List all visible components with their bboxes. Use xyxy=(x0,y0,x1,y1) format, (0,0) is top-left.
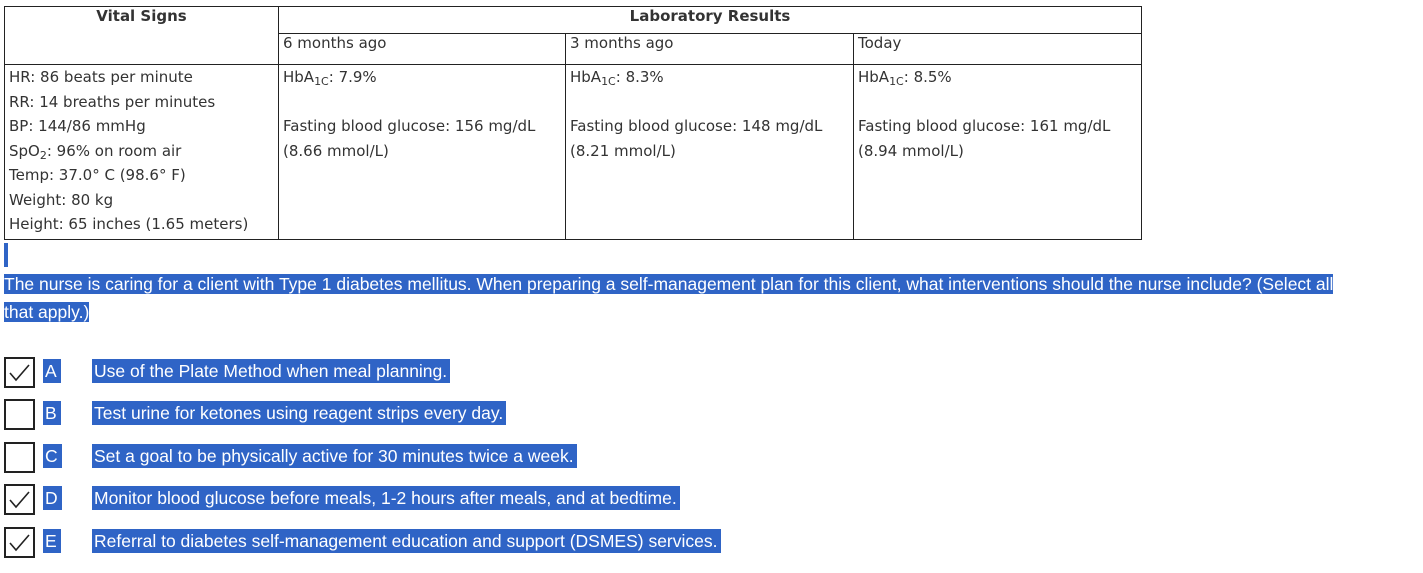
spo2-prefix: SpO xyxy=(9,141,40,160)
option-b-checkbox[interactable] xyxy=(4,399,35,430)
hba1c-value: : 7.9% xyxy=(328,68,377,86)
option-b[interactable] xyxy=(4,399,904,429)
vital-temp: Temp: 37.0° C (98.6° F) xyxy=(9,166,186,184)
checkmark-icon xyxy=(8,532,31,553)
option-e-checkbox[interactable] xyxy=(4,527,35,558)
option-b-letter: B xyxy=(43,401,61,425)
glucose-3-months: Fasting blood glucose: 148 mg/dL xyxy=(570,117,823,135)
question-text xyxy=(4,270,1418,326)
glucose-si-6-months: (8.66 mmol/L) xyxy=(283,141,389,160)
option-d-checkbox[interactable] xyxy=(4,484,35,515)
option-a[interactable] xyxy=(4,357,904,387)
option-d[interactable] xyxy=(4,484,904,514)
lab-results-header: Laboratory Results xyxy=(279,7,1142,34)
vital-spo2 xyxy=(9,139,274,164)
table-data-row xyxy=(5,65,1142,240)
option-b-text: Test urine for ketones using reagent strips every day. xyxy=(92,401,506,425)
hba1c-prefix: HbA xyxy=(570,68,602,86)
option-e-text: Referral to diabetes self-management education and support (DSMES) services. xyxy=(92,529,721,553)
hba1c-today xyxy=(858,65,1137,90)
hba1c-subscript: 1C xyxy=(889,75,904,88)
spacer xyxy=(283,90,561,115)
hba1c-prefix: HbA xyxy=(283,68,315,86)
question-line-1: The nurse is caring for a client with Type 1 diabetes mellitus. When preparing a self-management plan for this client, what interventions should the nurse include? (Select all xyxy=(4,274,1334,294)
selection-highlight-bar xyxy=(4,243,8,267)
time-header-today: Today xyxy=(854,34,1142,65)
spo2-subscript: 2 xyxy=(39,148,47,162)
option-a-letter: A xyxy=(43,359,61,383)
option-c-letter: C xyxy=(43,444,62,468)
lab-cell-today xyxy=(854,65,1142,240)
table-header-row xyxy=(5,7,1142,34)
time-header-6-months: 6 months ago xyxy=(279,34,566,65)
vital-rr: RR: 14 breaths per minutes xyxy=(9,92,216,111)
hba1c-prefix: HbA xyxy=(858,68,890,86)
spo2-value: : 96% on room air xyxy=(46,141,182,160)
option-c-checkbox[interactable] xyxy=(4,442,35,473)
time-header-3-months: 3 months ago xyxy=(566,34,854,65)
vital-hr: HR: 86 beats per minute xyxy=(9,68,193,86)
vital-signs-cell xyxy=(5,65,279,240)
checkmark-icon xyxy=(8,362,31,383)
option-d-letter: D xyxy=(43,486,62,510)
spacer xyxy=(570,90,849,115)
vital-signs-header: Vital Signs xyxy=(5,7,279,65)
option-a-checkbox[interactable] xyxy=(4,357,35,388)
vital-bp: BP: 144/86 mmHg xyxy=(9,117,146,135)
option-e-letter: E xyxy=(43,529,61,553)
option-c-text: Set a goal to be physically active for 30 minutes twice a week. xyxy=(92,444,577,468)
question-line-2: that apply.) xyxy=(4,302,90,322)
option-e[interactable] xyxy=(4,527,904,557)
hba1c-subscript: 1C xyxy=(314,75,329,88)
glucose-si-3-months: (8.21 mmol/L) xyxy=(570,141,676,160)
spacer xyxy=(858,90,1137,115)
hba1c-value: : 8.5% xyxy=(903,68,952,86)
clinical-data-table xyxy=(4,6,1142,240)
glucose-6-months: Fasting blood glucose: 156 mg/dL xyxy=(283,117,536,135)
option-a-text: Use of the Plate Method when meal planning. xyxy=(92,359,450,383)
glucose-si-today: (8.94 mmol/L) xyxy=(858,141,964,160)
hba1c-subscript: 1C xyxy=(601,75,616,88)
lab-cell-3-months xyxy=(566,65,854,240)
vital-weight: Weight: 80 kg xyxy=(9,190,114,209)
lab-cell-6-months xyxy=(279,65,566,240)
option-d-text: Monitor blood glucose before meals, 1-2 hours after meals, and at bedtime. xyxy=(92,486,680,510)
hba1c-3-months xyxy=(570,65,849,90)
hba1c-6-months xyxy=(283,65,561,90)
glucose-today: Fasting blood glucose: 161 mg/dL xyxy=(858,117,1111,135)
vital-height: Height: 65 inches (1.65 meters) xyxy=(9,215,249,233)
option-c[interactable] xyxy=(4,442,904,472)
checkmark-icon xyxy=(8,489,31,510)
hba1c-value: : 8.3% xyxy=(615,68,664,86)
